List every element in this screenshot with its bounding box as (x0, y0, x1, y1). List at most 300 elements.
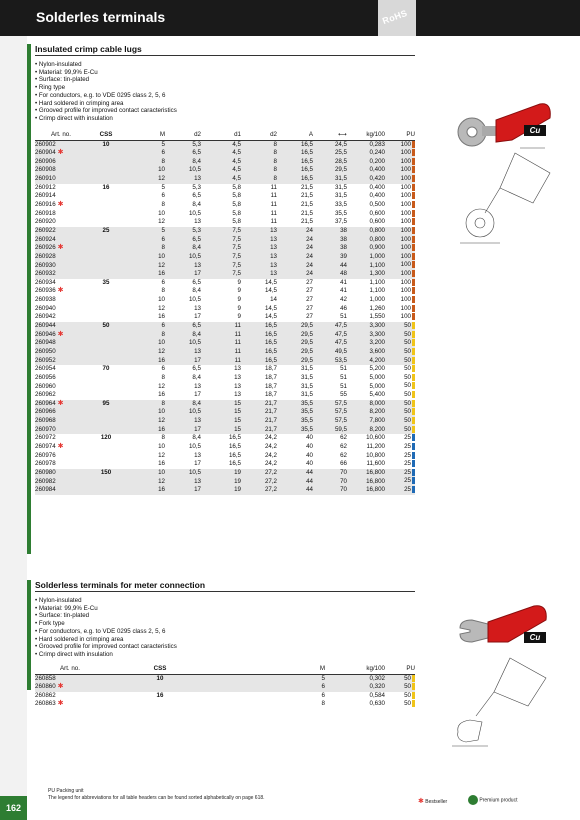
table-cell (385, 296, 415, 305)
cell-value: 5,000 (369, 373, 385, 381)
table-cell (241, 460, 277, 469)
table-cell (313, 192, 347, 201)
cell-value: 10 (158, 296, 165, 304)
table-cell (165, 452, 201, 461)
table-cell (125, 149, 165, 158)
table-cell (313, 296, 347, 305)
table-cell (385, 305, 415, 314)
table-cell (87, 460, 125, 469)
table-cell (241, 201, 277, 210)
table-cell (277, 296, 313, 305)
table-cell (201, 357, 241, 366)
table-cell (35, 365, 87, 374)
packing-unit: 100 (400, 140, 411, 148)
table-cell (35, 477, 87, 486)
article-number: 260912 (35, 183, 56, 191)
table-cell (313, 469, 347, 478)
article-number: 260978 (35, 460, 56, 468)
article-number: 260968 (35, 417, 56, 425)
pu-color-swatch (412, 184, 415, 191)
table-cell (201, 382, 241, 391)
cell-value: 95 (102, 399, 110, 407)
star-icon: ✱ (55, 399, 64, 407)
column-header: kg/100 (347, 131, 385, 140)
table-cell (125, 175, 165, 184)
table-cell (313, 348, 347, 357)
table-cell (385, 374, 415, 383)
article-number: 260940 (35, 304, 56, 312)
table-cell (125, 305, 165, 314)
table-cell (35, 244, 87, 253)
cell-value: 10,800 (366, 451, 385, 459)
cell-value: 41 (340, 278, 347, 286)
cell-value: 11 (234, 330, 241, 338)
table-cell (87, 452, 125, 461)
pu-color-swatch (412, 692, 415, 699)
table-cell (277, 331, 313, 340)
table-cell (35, 434, 87, 443)
cell-value: 31,5 (334, 192, 347, 200)
table-cell (241, 417, 277, 426)
cell-value: 14,5 (264, 304, 277, 312)
table-cell (313, 408, 347, 417)
pu-color-swatch (412, 210, 415, 217)
table-cell (347, 140, 385, 149)
table-cell (313, 253, 347, 262)
table-row (35, 348, 415, 357)
table-cell (201, 279, 241, 288)
table-row (35, 674, 415, 683)
table-cell (201, 244, 241, 253)
pu-color-swatch (412, 426, 415, 433)
table-cell (277, 382, 313, 391)
table-cell (201, 184, 241, 193)
packing-unit: 100 (400, 270, 411, 278)
cell-value: 6,5 (192, 192, 201, 200)
cell-value: 5 (161, 226, 165, 234)
cell-value: 5,3 (192, 140, 201, 148)
cell-value: 12 (158, 347, 165, 355)
table-cell (125, 313, 165, 322)
table-cell (385, 692, 415, 701)
cell-value: 11,200 (366, 442, 385, 450)
table-cell (313, 236, 347, 245)
table-cell (313, 331, 347, 340)
material-badge: Cu (524, 125, 546, 136)
pu-color-swatch (412, 357, 415, 364)
table-cell (201, 140, 241, 149)
cell-value: 0,600 (369, 218, 385, 226)
pu-color-swatch (412, 331, 415, 338)
table-cell (165, 184, 201, 193)
cell-value: 0,302 (369, 674, 385, 682)
table-cell (165, 443, 201, 452)
article-number: 260976 (35, 451, 56, 459)
rohs-badge: RoHS (378, 0, 416, 36)
column-header: CSS (105, 665, 215, 674)
article-number: 260932 (35, 270, 56, 278)
table-cell (277, 158, 313, 167)
cell-value: 11 (234, 347, 241, 355)
table-cell (385, 452, 415, 461)
section-marker (27, 580, 31, 690)
cell-value: 8,4 (192, 157, 201, 165)
column-header: Art. no. (35, 665, 105, 674)
pu-color-swatch (412, 443, 415, 450)
article-number: 260914 (35, 192, 56, 200)
cell-value: 10 (102, 140, 110, 148)
feature-item: • Grooved profile for improved contact caracteristics (35, 107, 177, 115)
cell-value: 8,4 (192, 201, 201, 209)
table-row (35, 426, 415, 435)
cell-value: 48 (340, 270, 347, 278)
star-icon: ✱ (55, 442, 64, 450)
table-cell (385, 261, 415, 270)
cell-value: 16,5 (300, 175, 313, 183)
cell-value: 8 (321, 700, 325, 708)
table-cell (277, 218, 313, 227)
cell-value: 10,5 (188, 296, 201, 304)
table-cell (347, 287, 385, 296)
feature-item: • Crimp direct with insulation (35, 651, 177, 659)
table-cell (125, 322, 165, 331)
table-cell (165, 166, 201, 175)
article-number: 260858 (35, 674, 56, 682)
table-cell (313, 365, 347, 374)
table-cell (277, 443, 313, 452)
cell-value: 16 (158, 313, 165, 321)
table-cell (201, 331, 241, 340)
table-row (35, 287, 415, 296)
table-cell (347, 192, 385, 201)
article-number: 260964 (35, 399, 56, 407)
table-cell (201, 227, 241, 236)
cell-value: 12 (158, 477, 165, 485)
cell-value: 16 (102, 183, 110, 191)
table-cell (125, 452, 165, 461)
footer-notes: PU Packing unit The legend for abbreviations for all table headers can be found sorted alphabetically on page 618. (48, 788, 265, 801)
pu-color-swatch (412, 477, 415, 484)
table-cell (277, 166, 313, 175)
cell-value: 8 (161, 373, 165, 381)
article-number: 260920 (35, 218, 56, 226)
meter-terminals-table (35, 665, 415, 709)
table-cell (35, 175, 87, 184)
cell-value: 12 (158, 304, 165, 312)
cell-value: 44 (306, 477, 313, 485)
table-cell (201, 434, 241, 443)
table-cell (241, 218, 277, 227)
table-row (35, 149, 415, 158)
table-row (35, 175, 415, 184)
cell-value: 5,8 (232, 218, 241, 226)
cell-value: 8 (161, 244, 165, 252)
cell-value: 5,200 (369, 365, 385, 373)
table-cell (347, 348, 385, 357)
cell-value: 25 (102, 226, 110, 234)
table-cell (347, 391, 385, 400)
table-cell (385, 201, 415, 210)
cell-value: 57,5 (334, 417, 347, 425)
pu-color-swatch (412, 365, 415, 372)
cell-value: 13 (194, 382, 201, 390)
column-header: Art. no. (35, 131, 87, 140)
cell-value: 6 (161, 235, 165, 243)
article-number: 260906 (35, 157, 56, 165)
cell-value: 27 (306, 296, 313, 304)
table-cell (277, 279, 313, 288)
cell-value: 18,7 (264, 373, 277, 381)
cell-value: 5 (321, 674, 325, 682)
cell-value: 24 (306, 226, 313, 234)
cell-value: 11 (234, 339, 241, 347)
article-number: 260972 (35, 434, 56, 442)
packing-unit: 100 (400, 304, 411, 312)
cell-value: 150 (100, 468, 112, 476)
cell-value: 17 (194, 391, 201, 399)
table-cell (125, 210, 165, 219)
packing-unit: 100 (400, 166, 411, 174)
article-number: 260948 (35, 339, 56, 347)
cell-value: 7,5 (232, 235, 241, 243)
table-row (35, 382, 415, 391)
table-cell (125, 296, 165, 305)
cell-value: 51 (340, 313, 347, 321)
table-cell (35, 348, 87, 357)
cell-value: 0,283 (369, 140, 385, 148)
cell-value: 12 (158, 382, 165, 390)
article-number: 260918 (35, 209, 56, 217)
star-icon: ✱ (55, 683, 64, 691)
table-cell (277, 322, 313, 331)
cell-value: 51 (340, 373, 347, 381)
table-cell (87, 305, 125, 314)
pu-color-swatch (412, 236, 415, 243)
cell-value: 29,5 (334, 166, 347, 174)
cell-value: 16 (158, 391, 165, 399)
table-cell (385, 210, 415, 219)
article-number: 260946 (35, 330, 56, 338)
column-header: PU (385, 665, 415, 674)
table-cell (201, 469, 241, 478)
cell-value: 15 (234, 408, 241, 416)
table-cell (87, 477, 125, 486)
cell-value: 27 (306, 287, 313, 295)
column-header: PU (385, 131, 415, 140)
table-cell (165, 236, 201, 245)
table-cell (313, 210, 347, 219)
table-cell (87, 443, 125, 452)
cell-value: 9 (237, 296, 241, 304)
table-cell (35, 469, 87, 478)
packing-unit: 50 (404, 691, 411, 699)
table-cell (215, 700, 325, 709)
table-cell (165, 149, 201, 158)
table-cell (87, 270, 125, 279)
table-cell (347, 469, 385, 478)
table-cell (385, 244, 415, 253)
cell-value: 40 (306, 442, 313, 450)
packing-unit: 100 (400, 227, 411, 235)
table-row (35, 434, 415, 443)
table-cell (313, 184, 347, 193)
table-cell (125, 253, 165, 262)
table-cell (347, 201, 385, 210)
article-number: 260926 (35, 244, 56, 252)
cell-value: 9 (237, 287, 241, 295)
packing-unit: 50 (404, 700, 411, 708)
cell-value: 5,400 (369, 391, 385, 399)
table-cell (87, 253, 125, 262)
table-cell (385, 313, 415, 322)
cell-value: 1,300 (369, 270, 385, 278)
table-cell (201, 166, 241, 175)
cell-value: 5,3 (192, 226, 201, 234)
packing-unit: 50 (404, 399, 411, 407)
table-cell (165, 477, 201, 486)
table-cell (201, 417, 241, 426)
table-cell (125, 365, 165, 374)
cell-value: 13 (270, 270, 277, 278)
cell-value: 16,5 (300, 140, 313, 148)
table-cell (241, 400, 277, 409)
cell-value: 62 (340, 434, 347, 442)
table-cell (385, 683, 415, 692)
ring-terminal-drawing (455, 143, 560, 253)
table-cell (241, 253, 277, 262)
packing-unit: 50 (404, 674, 411, 682)
cell-value: 5,8 (232, 192, 241, 200)
article-number: 260916 (35, 201, 56, 209)
cell-value: 27,2 (264, 486, 277, 494)
cell-value: 16,800 (366, 486, 385, 494)
table-cell (201, 452, 241, 461)
cell-value: 11 (270, 209, 277, 217)
table-cell (35, 331, 87, 340)
star-icon: ✱ (55, 330, 64, 338)
table-cell (201, 210, 241, 219)
cell-value: 8 (273, 149, 277, 157)
table-cell (277, 192, 313, 201)
table-cell (87, 287, 125, 296)
column-header: d1 (201, 131, 241, 140)
cell-value: 21,7 (264, 408, 277, 416)
cell-value: 10,5 (188, 339, 201, 347)
cell-value: 12 (158, 261, 165, 269)
packing-unit: 100 (400, 244, 411, 252)
table-cell (35, 149, 87, 158)
cell-value: 18,7 (264, 391, 277, 399)
cell-value: 17 (194, 460, 201, 468)
table-row (35, 261, 415, 270)
table-cell (241, 175, 277, 184)
table-row (35, 331, 415, 340)
table-cell (35, 322, 87, 331)
cell-value: 44 (340, 261, 347, 269)
pu-color-swatch (412, 322, 415, 329)
table-cell (35, 140, 87, 149)
table-cell (277, 253, 313, 262)
table-cell (347, 331, 385, 340)
bestseller-legend: ✱ Bestseller (418, 798, 448, 805)
cell-value: 6,5 (192, 235, 201, 243)
table-cell (313, 261, 347, 270)
table-cell (125, 227, 165, 236)
table-cell (201, 460, 241, 469)
table-cell (125, 279, 165, 288)
cell-value: 12 (158, 417, 165, 425)
article-number: 260934 (35, 278, 56, 286)
table-row (35, 184, 415, 193)
packing-unit: 100 (400, 209, 411, 217)
cell-value: 7,800 (369, 417, 385, 425)
cell-value: 10 (158, 408, 165, 416)
cell-value: 38 (340, 226, 347, 234)
table-cell (277, 348, 313, 357)
cell-value: 27 (306, 313, 313, 321)
cell-value: 0,320 (369, 683, 385, 691)
table-cell (215, 683, 325, 692)
table-cell (313, 244, 347, 253)
article-number: 260863 (35, 700, 56, 708)
cell-value: 29,5 (300, 339, 313, 347)
column-header: d2 (165, 131, 201, 140)
table-cell (313, 149, 347, 158)
table-cell (87, 279, 125, 288)
table-cell (347, 158, 385, 167)
table-row (35, 192, 415, 201)
cell-value: 6 (161, 278, 165, 286)
pu-color-swatch (412, 469, 415, 476)
table-cell (87, 426, 125, 435)
table-row (35, 279, 415, 288)
table-cell (125, 192, 165, 201)
table-cell (241, 305, 277, 314)
cell-value: 31,5 (300, 373, 313, 381)
cell-value: 4,5 (232, 140, 241, 148)
cell-value: 10,5 (188, 408, 201, 416)
cell-value: 17 (194, 270, 201, 278)
table-cell (201, 408, 241, 417)
table-cell (241, 192, 277, 201)
table-row (35, 140, 415, 149)
table-cell (313, 400, 347, 409)
table-cell (125, 391, 165, 400)
table-cell (241, 227, 277, 236)
article-number: 260936 (35, 287, 56, 295)
cell-value: 18,7 (264, 382, 277, 390)
cell-value: 11 (270, 201, 277, 209)
table-cell (201, 339, 241, 348)
table-cell (125, 382, 165, 391)
table-cell (347, 244, 385, 253)
table-cell (125, 261, 165, 270)
table-cell (201, 270, 241, 279)
table-cell (241, 270, 277, 279)
cell-value: 14,5 (264, 313, 277, 321)
cell-value: 31,5 (334, 175, 347, 183)
table-cell (87, 374, 125, 383)
packing-unit: 25 (404, 477, 411, 485)
table-cell (277, 227, 313, 236)
table-cell (165, 426, 201, 435)
table-cell (241, 287, 277, 296)
table-row (35, 443, 415, 452)
table-cell (241, 158, 277, 167)
table-cell (313, 287, 347, 296)
table-cell (35, 443, 87, 452)
table-cell (277, 408, 313, 417)
